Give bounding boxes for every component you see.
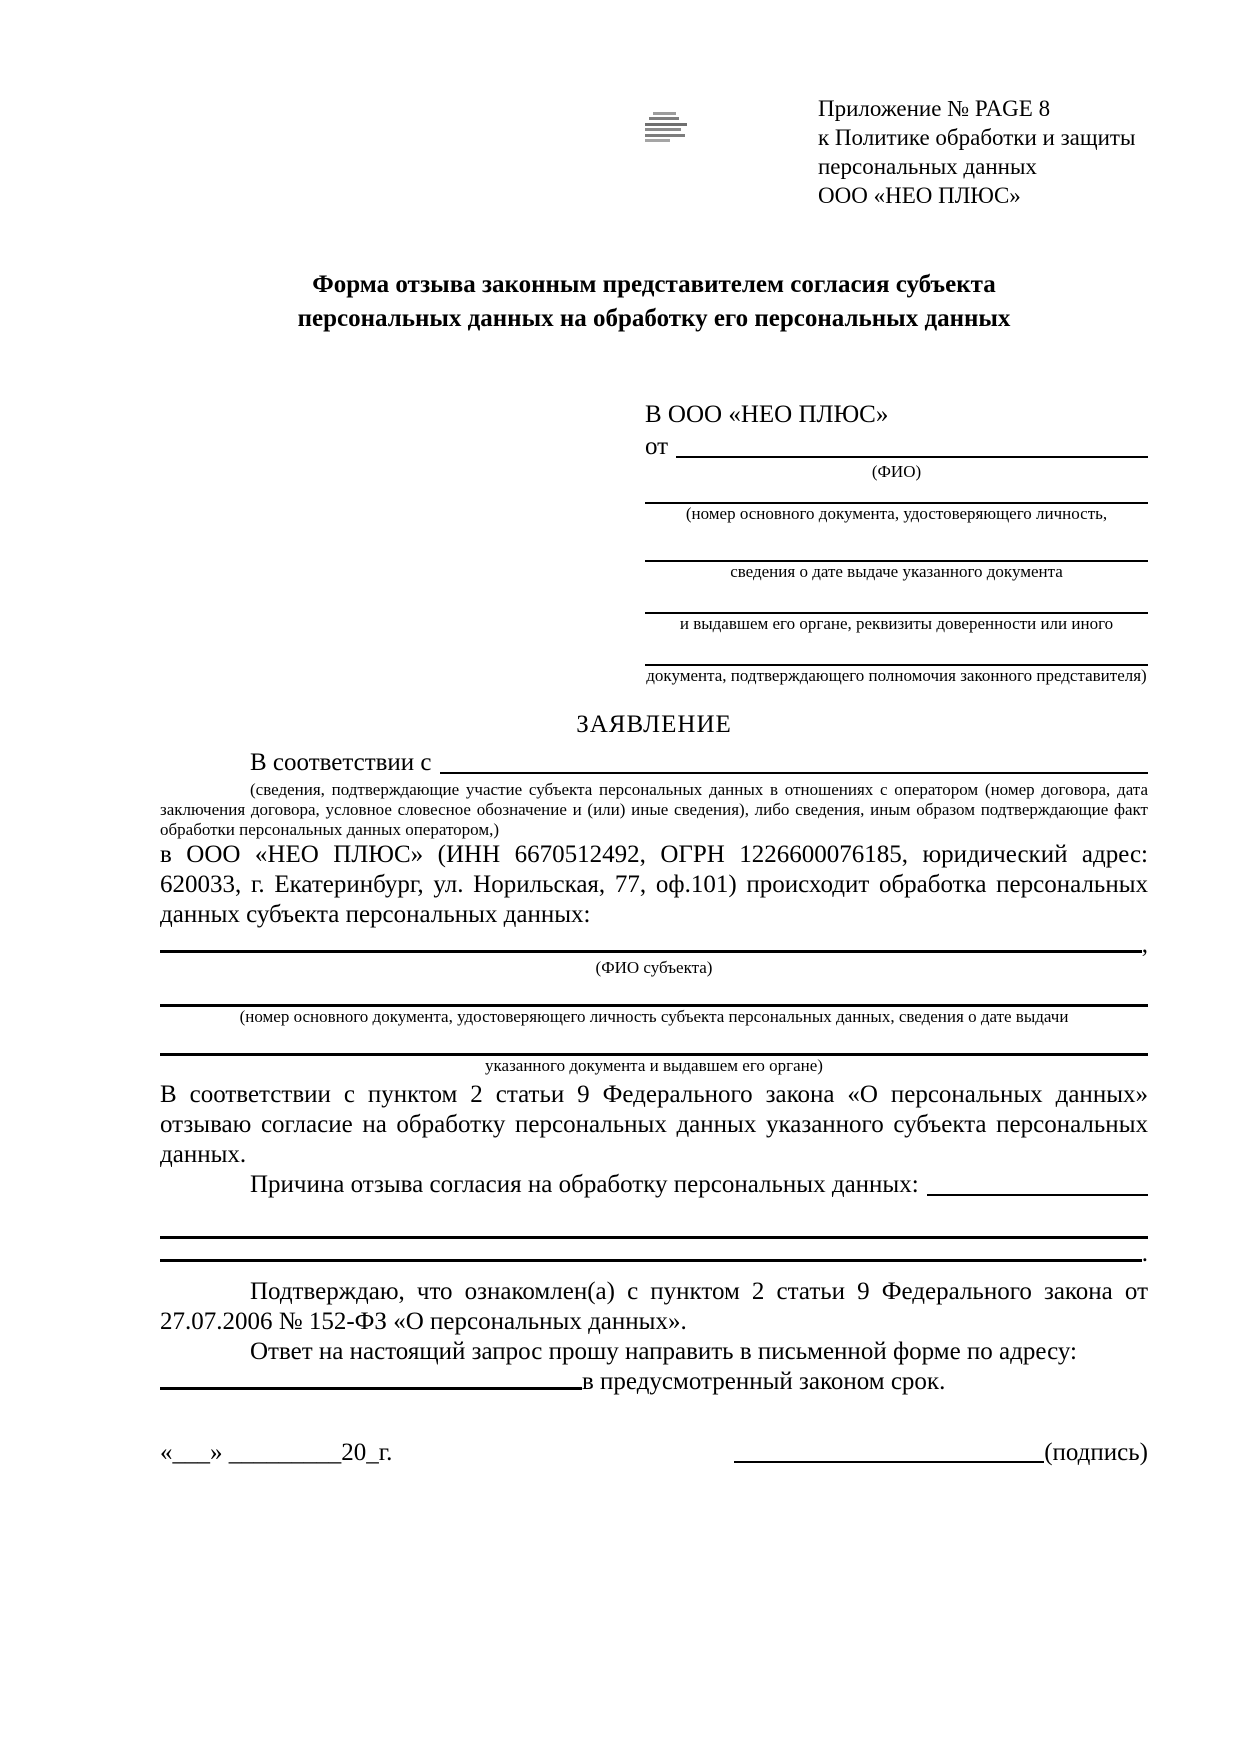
subject-fio-tail: , xyxy=(1141,931,1148,958)
signature-caption: (подпись) xyxy=(1044,1439,1148,1466)
signature-blank-line xyxy=(734,1461,1044,1463)
appendix-line: персональных данных xyxy=(818,154,1037,179)
reason-row xyxy=(160,1170,1148,1200)
subject-fio-caption: (ФИО субъекта) xyxy=(595,958,713,977)
reason-blank-line xyxy=(927,1194,1148,1196)
appendix-line: ООО «НЕО ПЛЮС» xyxy=(818,183,1021,208)
appendix-header xyxy=(818,94,1135,210)
withdraw-paragraph: В соответствии с пунктом 2 статьи 9 Федерального закона «О персональных данных» отзываю согласие на обработку персональных данных указанного субъекта персональных данных. xyxy=(160,1081,1148,1168)
statement-body xyxy=(160,710,1148,1395)
subject-doc-caption-1: (номер основного документа, удостоверяющего личность субъекта персональных данных, сведения о дате выдачи xyxy=(239,1007,1069,1026)
response-paragraph-line2: в предусмотренный законом срок. xyxy=(582,1368,946,1395)
subject-fio-row xyxy=(160,930,1148,958)
signature-row xyxy=(160,1438,1148,1468)
fio-caption: (ФИО) xyxy=(871,462,922,481)
intro-row xyxy=(160,748,1148,778)
statement-heading: ЗАЯВЛЕНИЕ xyxy=(576,711,732,738)
response-address-row xyxy=(160,1367,1148,1395)
from-row xyxy=(645,432,1148,462)
fio-blank-line xyxy=(676,456,1148,458)
doc-issuer-caption: и выдавшем его органе, реквизиты доверенности или иного xyxy=(679,614,1114,633)
subject-doc-caption-2: указанного документа и выдавшем его органе) xyxy=(485,1056,823,1075)
text-lines-icon xyxy=(645,112,687,142)
response-address-blank-line xyxy=(160,1387,582,1390)
page-title xyxy=(160,268,1148,336)
signature-area xyxy=(734,1438,1148,1468)
doc-authority-caption: документа, подтверждающего полномочия законного представителя) xyxy=(646,666,1147,685)
reason-label: Причина отзыва согласия на обработку персональных данных: xyxy=(250,1171,919,1198)
confirm-paragraph: Подтверждаю, что ознакомлен(а) с пунктом 2 статьи 9 Федерального закона от 27.07.2006 № 152-ФЗ «О персональных данных». xyxy=(160,1278,1148,1335)
intro-blank-line xyxy=(440,772,1148,774)
doc-date-caption: сведения о дате выдаче указанного документа xyxy=(730,562,1063,581)
operator-paragraph: в ООО «НЕО ПЛЮС» (ИНН 6670512492, ОГРН 1226600076185, юридический адрес: 620033, г. Екатеринбург, ул. Норильская, 77, оф.101) происходит обработка персональных данных субъекта персональных данных: xyxy=(160,841,1148,928)
appendix-line: Приложение № PAGE 8 xyxy=(818,96,1051,121)
subject-fio-blank-line xyxy=(160,950,1142,953)
title-line-1: Форма отзыва законным представителем согласия субъекта xyxy=(312,271,996,298)
date-blank: «___» _________20_г. xyxy=(160,1439,393,1466)
response-paragraph-line1: Ответ на настоящий запрос прошу направить в письменной форме по адресу: xyxy=(250,1338,1077,1365)
reason-blank-row-3 xyxy=(160,1239,1148,1267)
appendix-line: к Политике обработки и защиты xyxy=(818,125,1136,150)
intro-label: В соответствии с xyxy=(250,749,432,776)
reason-blank-line-3 xyxy=(160,1259,1142,1262)
addressee-to: В ООО «НЕО ПЛЮС» xyxy=(645,401,889,428)
fine-print-note: (сведения, подтверждающие участие субъекта персональных данных в отношениях с оператором (номер договора, дата заключения договора, условное словесное обозначение и (или) иные сведения), либо сведения, иным образом подтверждающие факт обработки персональных данных оператором,) xyxy=(160,780,1148,839)
from-label: от xyxy=(645,433,669,460)
reason-line-tail: . xyxy=(1141,1240,1148,1267)
addressee-block xyxy=(645,400,1148,686)
doc-number-caption: (номер основного документа, удостоверяющего личность, xyxy=(685,504,1108,523)
title-line-2: персональных данных на обработку его персональных данных xyxy=(297,305,1011,332)
